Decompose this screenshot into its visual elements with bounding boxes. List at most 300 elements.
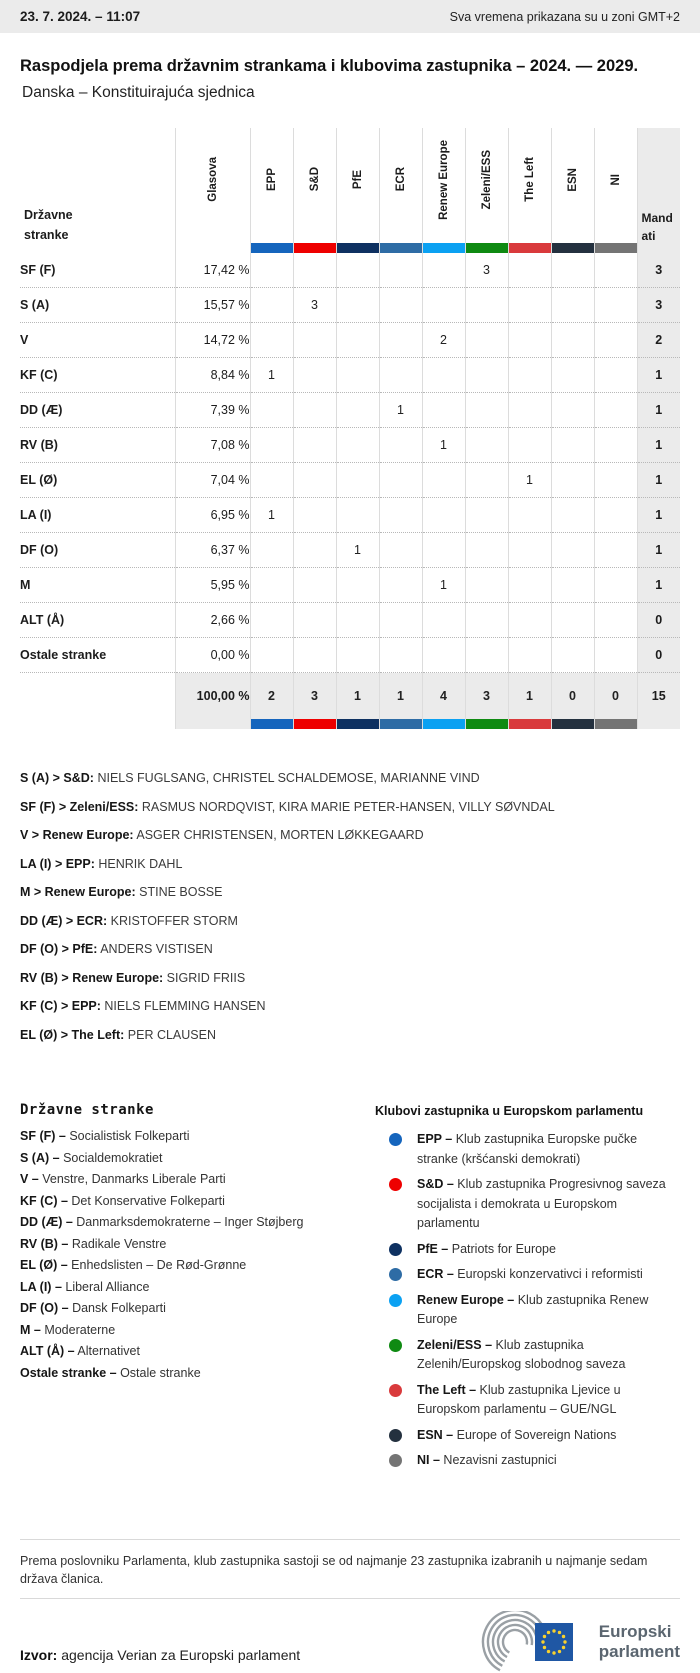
- totals-empty-cell: [20, 673, 175, 720]
- mandates-cell: 1: [637, 463, 680, 498]
- totals-votes-cell: 100,00 %: [175, 673, 250, 720]
- assignment-label: EL (Ø) > The Left:: [20, 1027, 125, 1042]
- seats-cell: [551, 498, 594, 533]
- table-row: [20, 358, 680, 393]
- votes-column-header: [175, 128, 250, 253]
- party-abbr: DF (O) –: [20, 1301, 69, 1315]
- votes-cell: 7,08 %: [175, 428, 250, 463]
- mandates-cell: 3: [637, 253, 680, 288]
- group-column-label: NI: [609, 173, 622, 186]
- seats-cell: 1: [250, 358, 293, 393]
- totals-seats-cell: 1: [379, 673, 422, 720]
- group-desc: Europe of Sovereign Nations: [453, 1427, 617, 1442]
- seats-cell: [465, 603, 508, 638]
- party-name-cell: S (A): [20, 288, 175, 323]
- group-color-bar: [251, 243, 293, 253]
- seats-cell: 2: [422, 323, 465, 358]
- assignment-line: [20, 798, 680, 817]
- assignment-label: M > Renew Europe:: [20, 885, 136, 899]
- seats-cell: [250, 568, 293, 603]
- seats-cell: [465, 498, 508, 533]
- mandates-cell: 0: [637, 638, 680, 673]
- seats-cell: [293, 498, 336, 533]
- seats-cell: [508, 428, 551, 463]
- seats-cell: 3: [293, 288, 336, 323]
- seats-cell: [465, 323, 508, 358]
- seats-cell: [293, 358, 336, 393]
- group-desc: Klub zastupnika Zelenih/Europskog slobodnog saveza: [417, 1337, 626, 1371]
- party-name: Dansk Folkeparti: [68, 1301, 166, 1315]
- table-row: [20, 638, 680, 673]
- group-desc: Europski konzervativci i reformisti: [453, 1267, 643, 1281]
- seats-cell: [508, 568, 551, 603]
- group-color-dot: [389, 1178, 402, 1191]
- seats-cell: [551, 253, 594, 288]
- mandates-cell: 1: [637, 533, 680, 568]
- seats-cell: [594, 533, 637, 568]
- seats-cell: [465, 288, 508, 323]
- party-name: Venstre, Danmarks Liberale Parti: [38, 1172, 226, 1186]
- group-color-bar: [508, 719, 551, 729]
- group-column-header: [508, 128, 551, 253]
- group-legend-heading: Klubovi zastupnika u Europskom parlamentu: [375, 1104, 644, 1118]
- seats-cell: [422, 288, 465, 323]
- seats-cell: [336, 253, 379, 288]
- group-column-header: [551, 128, 594, 253]
- group-color-bar: [380, 243, 422, 253]
- seats-cell: [594, 498, 637, 533]
- group-legend-item: [375, 1175, 680, 1234]
- totals-seats-cell: 0: [594, 673, 637, 720]
- assignment-names: STINE BOSSE: [135, 885, 223, 899]
- seats-cell: [551, 393, 594, 428]
- assignment-label: DD (Æ) > ECR:: [20, 913, 108, 928]
- seats-cell: [336, 463, 379, 498]
- group-column-label: ESN: [566, 167, 579, 192]
- group-color-dot: [389, 1339, 402, 1352]
- seats-cell: [422, 358, 465, 393]
- page-title: Raspodjela prema državnim strankama i klubovima zastupnika – 2024. — 2029.: [20, 57, 639, 75]
- table-row: [20, 603, 680, 638]
- seats-cell: [465, 568, 508, 603]
- group-abbr: ECR –: [417, 1267, 454, 1281]
- group-desc: Nezavisni zastupnici: [439, 1453, 557, 1467]
- votes-cell: 17,42 %: [175, 253, 250, 288]
- party-name: Radikale Venstre: [68, 1236, 167, 1251]
- party-name-cell: SF (F): [20, 253, 175, 288]
- party-legend-item: [20, 1152, 375, 1165]
- seats-cell: [379, 638, 422, 673]
- assignment-label: LA (I) > EPP:: [20, 856, 95, 871]
- source-line: [20, 1647, 300, 1663]
- table-row: [20, 498, 680, 533]
- seats-cell: [250, 393, 293, 428]
- votes-column-label: Glasova: [206, 157, 219, 202]
- group-column-label: S&D: [308, 167, 321, 192]
- seats-cell: [422, 533, 465, 568]
- seats-cell: [293, 533, 336, 568]
- seats-cell: [508, 253, 551, 288]
- source-label: Izvor:: [20, 1646, 58, 1663]
- party-name: Socialdemokratiet: [59, 1150, 163, 1165]
- datetime-label: 23. 7. 2024. – 11:07: [20, 9, 141, 24]
- seats-cell: [379, 603, 422, 638]
- seats-cell: [250, 323, 293, 358]
- footer: [20, 1605, 680, 1673]
- party-legend-item: [20, 1367, 375, 1380]
- assignment-line: [20, 883, 680, 902]
- party-abbr: SF (F) –: [20, 1129, 66, 1143]
- group-desc: Klub zastupnika Ljevice u Europskom parlamentu – GUE/NGL: [417, 1382, 621, 1416]
- group-color-dot: [389, 1133, 402, 1146]
- assignment-label: SF (F) > Zeleni/ESS:: [20, 799, 139, 814]
- seats-cell: [379, 463, 422, 498]
- party-legend-item: [20, 1324, 375, 1337]
- totals-seats-cell: 0: [551, 673, 594, 720]
- group-legend-item: [375, 1426, 680, 1446]
- group-legend-item: [375, 1240, 680, 1260]
- seat-distribution-table: [20, 128, 680, 729]
- seats-cell: [594, 358, 637, 393]
- seats-cell: [250, 638, 293, 673]
- source-text: agencija Verian za Europski parlament: [57, 1646, 301, 1663]
- group-color-bar: [465, 719, 508, 729]
- votes-cell: 0,00 %: [175, 638, 250, 673]
- seats-cell: [594, 568, 637, 603]
- group-column-label: Renew Europe: [437, 139, 450, 220]
- group-abbr: NI –: [417, 1453, 440, 1467]
- party-name-cell: M: [20, 568, 175, 603]
- party-name-cell: LA (I): [20, 498, 175, 533]
- group-column-header: [465, 128, 508, 253]
- group-color-dot: [389, 1384, 402, 1397]
- party-name: Moderaterne: [40, 1322, 116, 1337]
- seats-cell: [594, 463, 637, 498]
- party-legend-item: [20, 1302, 375, 1315]
- group-abbr: Renew Europe –: [417, 1292, 515, 1307]
- timezone-note: Sva vremena prikazana su u zoni GMT+2: [449, 9, 680, 24]
- party-legend: [20, 1102, 375, 1477]
- seats-cell: [250, 428, 293, 463]
- party-abbr: RV (B) –: [20, 1236, 69, 1251]
- votes-cell: 6,95 %: [175, 498, 250, 533]
- party-abbr: EL (Ø) –: [20, 1258, 68, 1272]
- party-abbr: KF (C) –: [20, 1193, 68, 1208]
- seats-cell: [250, 253, 293, 288]
- table-row: [20, 533, 680, 568]
- group-color-bar: [594, 719, 637, 729]
- table-header-row: [20, 128, 680, 253]
- group-color-bar: [293, 719, 336, 729]
- party-abbr: LA (I) –: [20, 1279, 62, 1294]
- group-column-header: [594, 128, 637, 253]
- group-legend-item: [375, 1265, 680, 1285]
- seats-cell: [508, 533, 551, 568]
- group-column-header: [293, 128, 336, 253]
- group-color-bar: [552, 243, 594, 253]
- seats-cell: [551, 288, 594, 323]
- seats-cell: [293, 393, 336, 428]
- assignment-line: [20, 912, 680, 931]
- seats-cell: [551, 428, 594, 463]
- party-legend-item: [20, 1281, 375, 1294]
- group-column-label: ECR: [394, 167, 407, 192]
- seats-cell: [465, 533, 508, 568]
- row-header-label: Državne stranke: [24, 208, 73, 242]
- totals-mandates-cell: 15: [637, 673, 680, 720]
- group-abbr: The Left –: [417, 1382, 477, 1397]
- table-row: [20, 288, 680, 323]
- seats-cell: [336, 393, 379, 428]
- party-name: Ostale stranke: [116, 1365, 201, 1380]
- assignment-names: NIELS FUGLSANG, CHRISTEL SCHALDEMOSE, MARIANNE VIND: [93, 771, 480, 785]
- votes-cell: 7,39 %: [175, 393, 250, 428]
- party-name: Danmarksdemokraterne – Inger Støjberg: [72, 1215, 304, 1229]
- assignment-names: ASGER CHRISTENSEN, MORTEN LØKKEGAARD: [133, 828, 424, 842]
- party-legend-item: [20, 1195, 375, 1208]
- totals-seats-cell: 1: [336, 673, 379, 720]
- party-legend-item: [20, 1130, 375, 1143]
- seats-column-label: Mandati: [641, 211, 673, 243]
- assignment-line: [20, 826, 680, 845]
- seats-cell: [293, 463, 336, 498]
- party-name-cell: Ostale stranke: [20, 638, 175, 673]
- seats-cell: [551, 603, 594, 638]
- party-name: Det Konservative Folkeparti: [67, 1193, 225, 1208]
- group-legend: [375, 1102, 680, 1477]
- group-color-dot: [389, 1429, 402, 1442]
- table-row: [20, 428, 680, 463]
- group-color-bar: [294, 243, 336, 253]
- assignment-label: KF (C) > EPP:: [20, 999, 101, 1013]
- seats-cell: [379, 358, 422, 393]
- party-abbr: Ostale stranke –: [20, 1365, 117, 1380]
- footnote: Prema poslovniku Parlamenta, klub zastupnika sastoji se od najmanje 23 zastupnika izabranih u najmanje sedam država članica.: [20, 1553, 648, 1586]
- group-column-label: PfE: [351, 169, 364, 190]
- assignment-names: PER CLAUSEN: [124, 1027, 216, 1042]
- seats-cell: [336, 498, 379, 533]
- seats-cell: [594, 253, 637, 288]
- seats-cell: 1: [336, 533, 379, 568]
- group-desc: Patriots for Europe: [448, 1241, 556, 1256]
- seats-cell: [336, 638, 379, 673]
- seats-cell: [379, 253, 422, 288]
- party-name: Enhedslisten – De Rød-Grønne: [67, 1258, 247, 1272]
- seats-cell: [422, 393, 465, 428]
- totals-seats-cell: 3: [465, 673, 508, 720]
- group-color-bar: [379, 719, 422, 729]
- seats-cell: [508, 603, 551, 638]
- mandates-cell: 1: [637, 393, 680, 428]
- group-color-dot: [389, 1454, 402, 1467]
- mandates-cell: 1: [637, 428, 680, 463]
- group-column-header: [422, 128, 465, 253]
- seats-cell: [594, 323, 637, 358]
- party-legend-item: [20, 1238, 375, 1251]
- seats-cell: [508, 393, 551, 428]
- page-subtitle: Danska – Konstituirajuća sjednica: [22, 84, 255, 101]
- group-desc: Klub zastupnika Europske pučke stranke (kršćanski demokrati): [417, 1132, 638, 1166]
- seats-cell: [379, 428, 422, 463]
- seats-cell: [465, 358, 508, 393]
- group-desc: Klub zastupnika Renew Europe: [417, 1292, 649, 1326]
- seats-cell: [336, 323, 379, 358]
- group-legend-item: [375, 1381, 680, 1420]
- seats-cell: [293, 428, 336, 463]
- group-color-bar: [250, 719, 293, 729]
- seats-cell: [508, 498, 551, 533]
- votes-cell: 15,57 %: [175, 288, 250, 323]
- group-color-dot: [389, 1294, 402, 1307]
- mandates-cell: 1: [637, 568, 680, 603]
- totals-seats-cell: 4: [422, 673, 465, 720]
- seats-cell: [551, 533, 594, 568]
- party-abbr: ALT (Å) –: [20, 1344, 75, 1358]
- party-name-cell: EL (Ø): [20, 463, 175, 498]
- seats-cell: [336, 358, 379, 393]
- assignment-names: SIGRID FRIIS: [163, 970, 246, 985]
- party-abbr: S (A) –: [20, 1150, 60, 1165]
- votes-cell: 2,66 %: [175, 603, 250, 638]
- seats-cell: [336, 568, 379, 603]
- group-abbr: PfE –: [417, 1241, 449, 1256]
- party-legend-item: [20, 1259, 375, 1272]
- seats-cell: 1: [422, 428, 465, 463]
- seats-cell: [465, 463, 508, 498]
- mandates-cell: 2: [637, 323, 680, 358]
- seats-cell: [422, 638, 465, 673]
- topbar: [0, 0, 700, 33]
- seats-cell: 1: [422, 568, 465, 603]
- seats-cell: [422, 253, 465, 288]
- seats-cell: [250, 533, 293, 568]
- votes-cell: 8,84 %: [175, 358, 250, 393]
- totals-seats-cell: 2: [250, 673, 293, 720]
- assignment-line: [20, 855, 680, 874]
- seats-cell: [594, 428, 637, 463]
- seats-cell: [293, 568, 336, 603]
- mandates-cell: 3: [637, 288, 680, 323]
- seats-cell: [508, 288, 551, 323]
- group-abbr: ESN –: [417, 1427, 454, 1442]
- table-row: [20, 253, 680, 288]
- seats-cell: [422, 463, 465, 498]
- seats-cell: [379, 533, 422, 568]
- group-legend-item: [375, 1451, 680, 1471]
- seats-cell: [551, 358, 594, 393]
- group-color-bar: [551, 719, 594, 729]
- seats-cell: 1: [379, 393, 422, 428]
- mandates-cell: 1: [637, 498, 680, 533]
- assignment-line: [20, 997, 680, 1016]
- group-legend-item: [375, 1291, 680, 1330]
- seats-cell: [250, 288, 293, 323]
- group-legend-item: [375, 1336, 680, 1375]
- assignment-names: RASMUS NORDQVIST, KIRA MARIE PETER-HANSEN, VILLY SØVNDAL: [138, 799, 555, 814]
- seats-cell: [551, 323, 594, 358]
- divider: [20, 1598, 680, 1599]
- party-name-cell: DF (O): [20, 533, 175, 568]
- party-name-cell: DD (Æ): [20, 393, 175, 428]
- assignment-names: ANDERS VISTISEN: [97, 942, 213, 956]
- totals-row: [20, 673, 680, 720]
- party-name: Alternativet: [74, 1344, 140, 1358]
- assignment-label: S (A) > S&D:: [20, 771, 94, 785]
- party-abbr: DD (Æ) –: [20, 1215, 73, 1229]
- party-name-cell: V: [20, 323, 175, 358]
- table-row: [20, 463, 680, 498]
- group-column-header: [379, 128, 422, 253]
- party-legend-item: [20, 1345, 375, 1358]
- table-row: [20, 323, 680, 358]
- group-legend-item: [375, 1130, 680, 1169]
- seats-cell: [508, 358, 551, 393]
- votes-cell: 7,04 %: [175, 463, 250, 498]
- seats-cell: 1: [508, 463, 551, 498]
- seats-cell: [336, 428, 379, 463]
- assignments-list: [20, 769, 680, 1044]
- group-desc: Klub zastupnika Progresivnog saveza socijalista i demokrata u Europskom parlamentu: [417, 1177, 666, 1230]
- group-column-label: EPP: [265, 167, 278, 191]
- party-name-cell: KF (C): [20, 358, 175, 393]
- group-column-label: The Left: [523, 157, 536, 202]
- group-color-dot: [389, 1243, 402, 1256]
- content: [0, 57, 700, 1673]
- seats-cell: [465, 393, 508, 428]
- assignment-names: NIELS FLEMMING HANSEN: [100, 999, 266, 1013]
- assignment-names: KRISTOFFER STORM: [107, 913, 238, 928]
- totals-seats-cell: 3: [293, 673, 336, 720]
- group-color-bar: [337, 243, 379, 253]
- assignment-label: V > Renew Europe:: [20, 828, 134, 842]
- party-name-cell: ALT (Å): [20, 603, 175, 638]
- divider: [20, 1539, 680, 1540]
- seats-cell: [379, 323, 422, 358]
- group-column-label: Zeleni/ESS: [480, 149, 493, 210]
- seats-cell: [594, 638, 637, 673]
- seats-cell: [250, 603, 293, 638]
- assignment-line: [20, 969, 680, 988]
- assignment-label: DF (O) > PfE:: [20, 942, 98, 956]
- totals-seats-cell: 1: [508, 673, 551, 720]
- seats-cell: 3: [465, 253, 508, 288]
- party-name: Liberal Alliance: [61, 1279, 150, 1294]
- assignment-line: [20, 1026, 680, 1045]
- group-abbr: EPP –: [417, 1132, 453, 1146]
- row-header-cell: [20, 128, 175, 253]
- seats-cell: [551, 463, 594, 498]
- seats-cell: [379, 498, 422, 533]
- color-bar-row: [20, 719, 680, 729]
- hemicycle-flag-icon: [475, 1611, 591, 1673]
- votes-cell: 6,37 %: [175, 533, 250, 568]
- seats-cell: [293, 603, 336, 638]
- party-legend-item: [20, 1216, 375, 1229]
- eu-parliament-logo: [475, 1611, 680, 1673]
- group-abbr: Zeleni/ESS –: [417, 1337, 493, 1352]
- group-color-bar: [336, 719, 379, 729]
- seats-cell: [551, 568, 594, 603]
- party-name: Socialistisk Folkeparti: [65, 1129, 190, 1143]
- seats-cell: [293, 253, 336, 288]
- group-color-bar: [422, 719, 465, 729]
- party-legend-item: [20, 1173, 375, 1186]
- mandates-cell: 0: [637, 603, 680, 638]
- legends: [20, 1102, 680, 1477]
- assignment-line: [20, 769, 680, 788]
- seats-cell: [594, 288, 637, 323]
- seats-cell: [293, 323, 336, 358]
